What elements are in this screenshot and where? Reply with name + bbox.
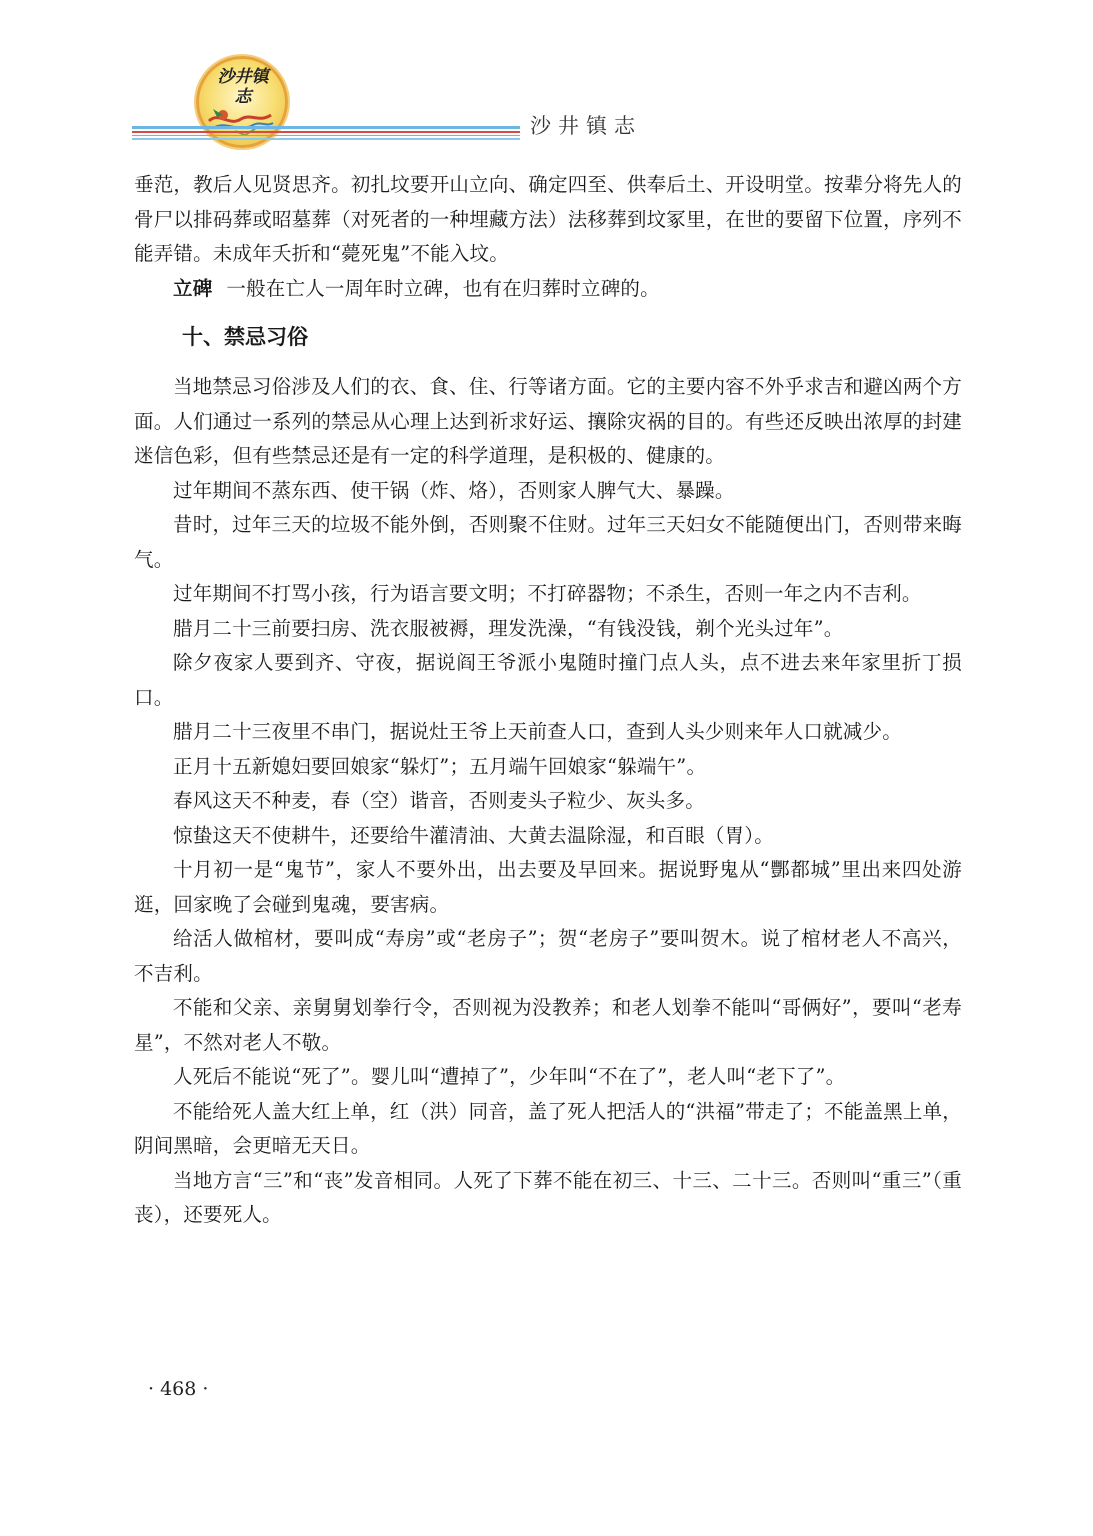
paragraph-term-entry [134, 272, 962, 307]
logo-text: 沙井镇志 [217, 67, 269, 107]
paragraph: 昔时，过年三天的垃圾不能外倒，否则聚不住财。过年三天妇女不能随便出门，否则带来晦气。 [134, 513, 962, 571]
term-text: 一般在亡人一周年时立碑，也有在归葬时立碑的。 [226, 276, 660, 300]
paragraph: 当地禁忌习俗涉及人们的衣、食、住、行等诸方面。它的主要内容不外乎求吉和避凶两个方面。人们通过一系列的禁忌从心理上达到祈求好运、攘除灾祸的目的。有些还反映出浓厚的封建迷信色彩，但有些禁忌还是有一定的科学道理，是积极的、健康的。 [134, 375, 962, 467]
paragraph: 给活人做棺材，要叫成“寿房”或“老房子”；贺“老房子”要叫贺木。说了棺材老人不高兴，不吉利。 [134, 927, 962, 985]
paragraph: 不能给死人盖大红上单，红（洪）同音，盖了死人把活人的“洪福”带走了；不能盖黑上单，阴间黑暗，会更暗无天日。 [134, 1099, 962, 1157]
paragraph: 腊月二十三前要扫房、洗衣服被褥，理发洗澡，“有钱没钱，剃个光头过年”。 [173, 616, 844, 640]
term-label: 立碑 [173, 276, 213, 300]
running-head-title: 沙井镇志 [530, 114, 642, 138]
page-body [134, 168, 962, 1233]
paragraph: 正月十五新媳妇要回娘家“躲灯”；五月端午回娘家“躲端午”。 [173, 754, 707, 778]
paragraph: 垂范，教后人见贤思齐。初扎坟要开山立向、确定四至、供奉后土、开设明堂。按辈分将先人的骨尸以排码葬或昭墓葬（对死者的一种埋藏方法）法移葬到坟冢里，在世的要留下位置，序列不能弄错。未成年夭折和“薨死鬼”不能入坟。 [134, 173, 962, 265]
page-header [0, 0, 1093, 150]
paragraph: 惊蛰这天不使耕牛，还要给牛灌清油、大黄去温除湿，和百眼（胃）。 [173, 823, 774, 847]
section-heading: 十、禁忌习俗 [182, 325, 308, 349]
header-rule-blue [132, 126, 520, 129]
header-rule-red [132, 131, 520, 133]
paragraph: 十月初一是“鬼节”，家人不要外出，出去要及早回来。据说野鬼从“酆都城”里出来四处游逛，回家晚了会碰到鬼魂，要害病。 [134, 858, 962, 916]
paragraph: 除夕夜家人要到齐、守夜，据说阎王爷派小鬼随时撞门点人头，点不进去来年家里折丁损口。 [134, 651, 962, 709]
paragraph: 过年期间不打骂小孩，行为语言要文明；不打碎器物；不杀生，否则一年之内不吉利。 [173, 582, 922, 605]
header-rule-red-thin [132, 135, 520, 136]
page-number: · 468 · [148, 1378, 209, 1400]
paragraph: 春风这天不种麦，春（空）谐音，否则麦头子粒少、灰头多。 [173, 789, 705, 812]
paragraph: 腊月二十三夜里不串门，据说灶王爷上天前查人口，查到人头少则来年人口就减少。 [173, 720, 902, 743]
paragraph: 当地方言“三”和“丧”发音相同。人死了下葬不能在初三、十三、二十三。否则叫“重三”（重丧），还要死人。 [134, 1168, 962, 1226]
header-rule-blue-lower [132, 138, 520, 140]
paragraph: 不能和父亲、亲舅舅划拳行令，否则视为没教养；和老人划拳不能叫“哥俩好”，要叫“老寿星”，不然对老人不敬。 [134, 996, 962, 1054]
paragraph: 过年期间不蒸东西、使干锅（炸、烙），否则家人脾气大、暴躁。 [173, 478, 735, 502]
paragraph: 人死后不能说“死了”。婴儿叫“遭掉了”，少年叫“不在了”，老人叫“老下了”。 [173, 1065, 846, 1088]
